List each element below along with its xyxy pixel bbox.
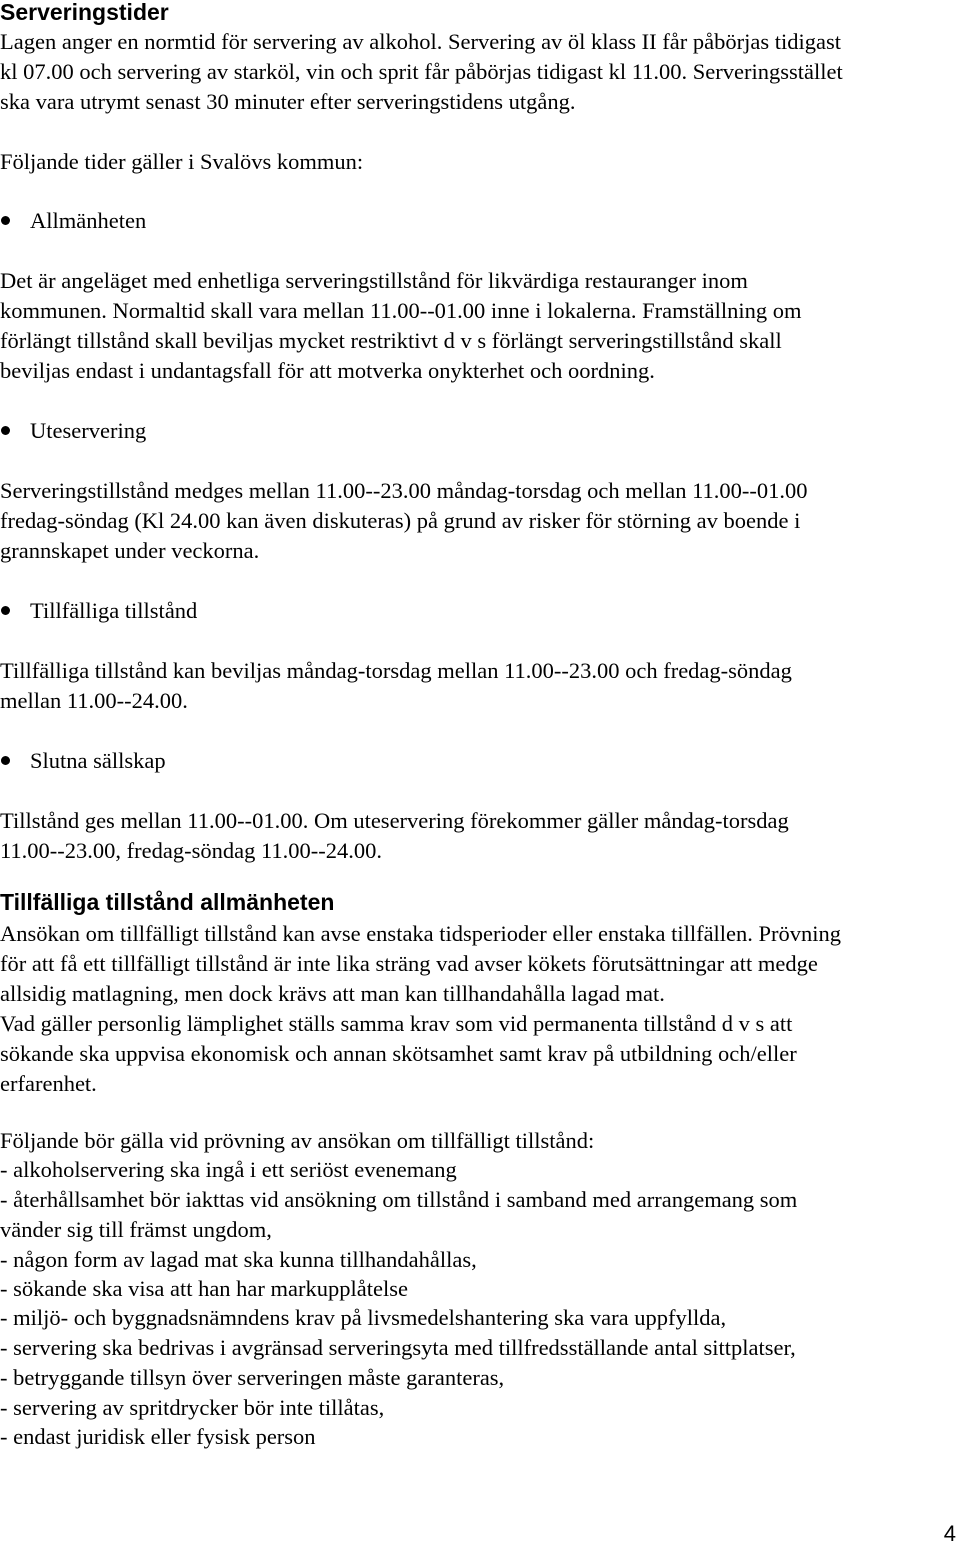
heading-serveringstider: Serveringstider (0, 0, 169, 25)
criteria-item: - miljö- och byggnadsnämndens krav på livsmedelshantering ska vara uppfyllda, (0, 1305, 727, 1330)
municipality-line: Följande tider gäller i Svalövs kommun: (0, 149, 364, 174)
criteria-item: - någon form av lagad mat ska kunna tillhandahållas, (0, 1247, 477, 1272)
ansokan-line-4: Vad gäller personlig lämplighet ställs samma krav som vid permanenta tillstånd d v s att (0, 1011, 793, 1036)
allmanheten-line-2: kommunen. Normaltid skall vara mellan 11.00--01.00 inne i lokalerna. Framställning om (0, 298, 802, 323)
intro-line-1: Lagen anger en normtid för servering av alkohol. Servering av öl klass II får påbörjas tidigast (0, 29, 841, 54)
uteservering-line-1: Serveringstillstånd medges mellan 11.00--23.00 måndag-torsdag och mellan 11.00--01.00 (0, 478, 808, 503)
bullet-dot-icon (1, 426, 10, 435)
ansokan-line-6: erfarenhet. (0, 1071, 97, 1096)
ansokan-line-1: Ansökan om tillfälligt tillstånd kan avse enstaka tidsperioder eller enstaka tillfällen. Prövning (0, 921, 842, 946)
allmanheten-line-4: beviljas endast i undantagsfall för att motverka onykterhet och oordning. (0, 358, 655, 383)
bullet-allmanheten: Allmänheten (30, 208, 147, 233)
ansokan-line-5: sökande ska uppvisa ekonomisk och annan skötsamhet samt krav på utbildning och/eller (0, 1041, 797, 1066)
uteservering-line-2: fredag-söndag (Kl 24.00 kan även diskuteras) på grund av risker för störning av boende i (0, 508, 801, 533)
criteria-intro: Följande bör gälla vid prövning av ansökan om tillfälligt tillstånd: (0, 1128, 595, 1153)
slutna-line-2: 11.00--23.00, fredag-söndag 11.00--24.00. (0, 838, 382, 863)
slutna-line-1: Tillstånd ges mellan 11.00--01.00. Om uteservering förekommer gäller måndag-torsdag (0, 808, 789, 833)
criteria-item: - servering ska bedrivas i avgränsad serveringsyta med tillfredsställande antal sittplatser, (0, 1335, 796, 1360)
criteria-item: - endast juridisk eller fysisk person (0, 1424, 316, 1449)
allmanheten-line-3: förlängt tillstånd skall beviljas mycket restriktivt d v s förlängt serveringstillstånd skall (0, 328, 782, 353)
heading-tillfalliga-allmanheten: Tillfälliga tillstånd allmänheten (0, 889, 335, 915)
criteria-item: - alkoholservering ska ingå i ett seriöst evenemang (0, 1157, 457, 1182)
criteria-item: vänder sig till främst ungdom, (0, 1217, 272, 1242)
bullet-tillfalliga: Tillfälliga tillstånd (30, 598, 198, 623)
criteria-item: - betryggande tillsyn över serveringen måste garanteras, (0, 1365, 505, 1390)
page-number: 4 (943, 1521, 956, 1546)
intro-line-3: ska vara utrymt senast 30 minuter efter serveringstidens utgång. (0, 89, 576, 114)
bullet-dot-icon (1, 216, 10, 225)
bullet-dot-icon (1, 756, 10, 765)
bullet-uteservering: Uteservering (30, 418, 147, 443)
tillfalliga-line-1: Tillfälliga tillstånd kan beviljas måndag-torsdag mellan 11.00--23.00 och fredag-söndag (0, 658, 792, 683)
bullet-dot-icon (1, 606, 10, 615)
ansokan-line-3: allsidig matlagning, men dock krävs att man kan tillhandahålla lagad mat. (0, 981, 665, 1006)
criteria-item: - återhållsamhet bör iakttas vid ansökning om tillstånd i samband med arrangemang som (0, 1187, 798, 1212)
bullet-slutna: Slutna sällskap (30, 748, 166, 773)
uteservering-line-3: grannskapet under veckorna. (0, 538, 260, 563)
allmanheten-line-1: Det är angeläget med enhetliga serveringstillstånd för likvärdiga restauranger inom (0, 268, 748, 293)
criteria-item: - sökande ska visa att han har markupplåtelse (0, 1276, 408, 1301)
ansokan-line-2: för att få ett tillfälligt tillstånd är inte lika sträng vad avser kökets förutsättningar att medge (0, 951, 818, 976)
intro-line-2: kl 07.00 och servering av starköl, vin och sprit får påbörjas tidigast kl 11.00. Serveringsstället (0, 59, 843, 84)
tillfalliga-line-2: mellan 11.00--24.00. (0, 688, 188, 713)
criteria-item: - servering av spritdrycker bör inte tillåtas, (0, 1395, 385, 1420)
